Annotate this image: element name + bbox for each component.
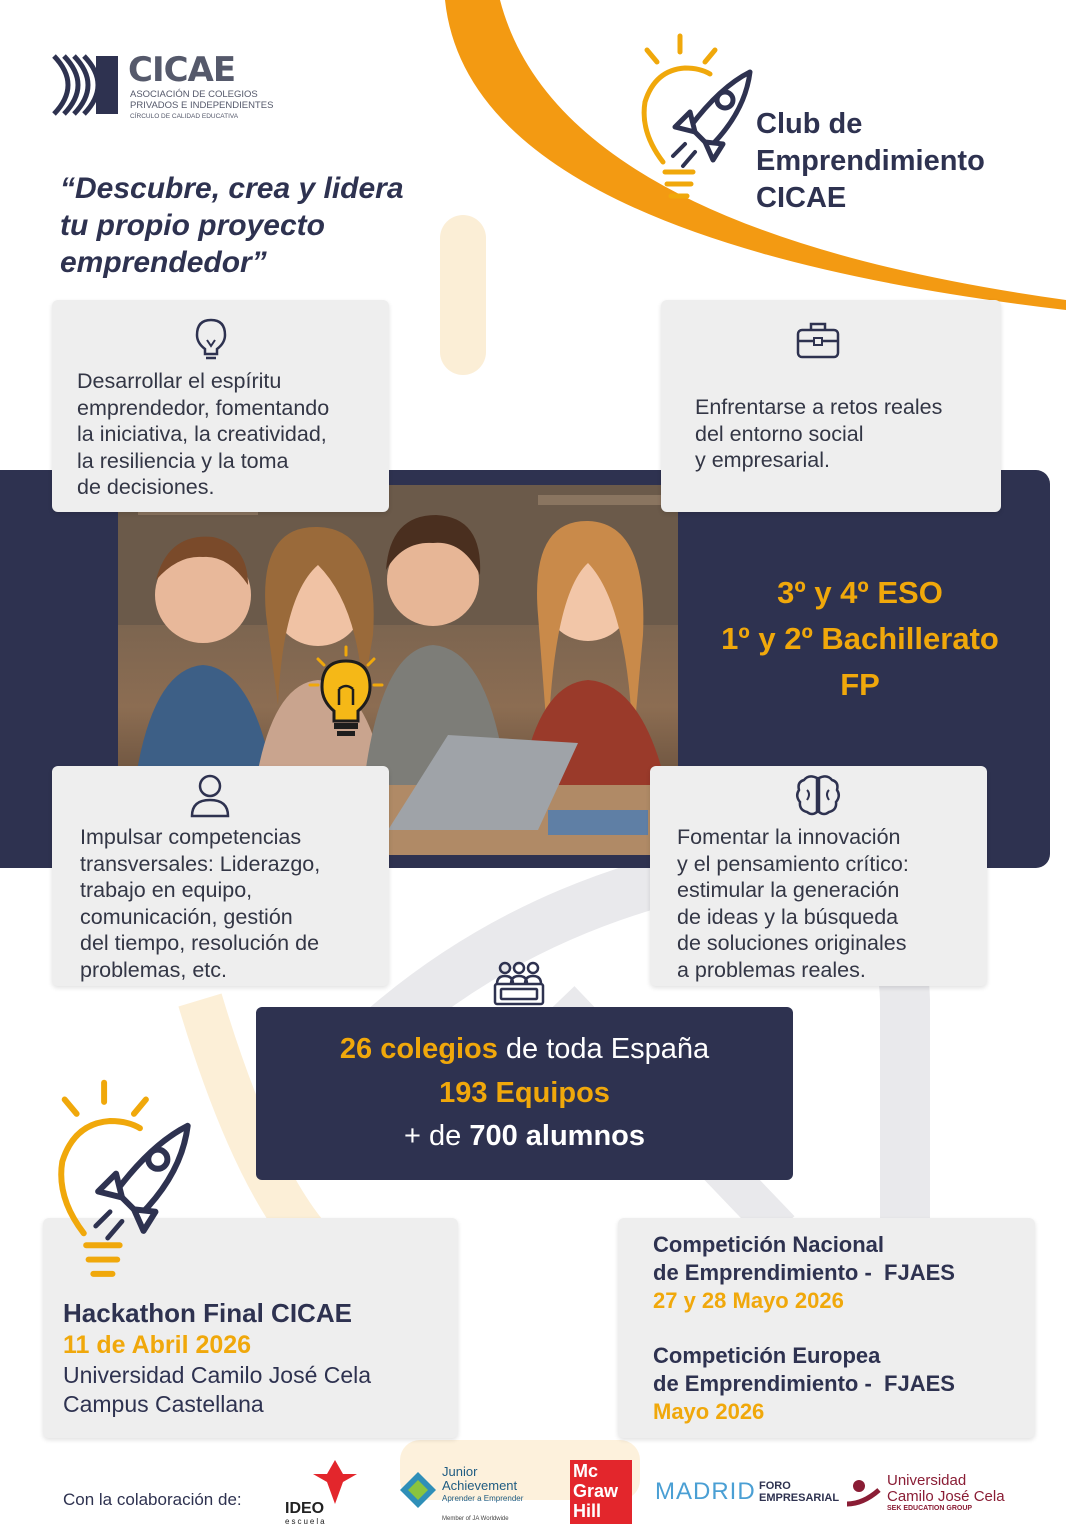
- level-fp: FP: [840, 667, 880, 702]
- club-title-3: CICAE: [756, 182, 847, 214]
- ja-line-1: Junior: [442, 1464, 478, 1479]
- junior-achievement-mark: [398, 1470, 438, 1510]
- briefcase-icon: [795, 320, 841, 360]
- card-innovation: [650, 766, 987, 986]
- card-innovation-text: Fomentar la innovación y el pensamiento crítico: estimular la generación de ideas y la búsqueda de soluciones originales a problemas reales.: [677, 825, 909, 982]
- cicae-logo-sub3: CÍRCULO DE CALIDAD EDUCATIVA: [130, 113, 239, 120]
- stats-schools: [256, 1033, 793, 1066]
- people-group-icon: [493, 960, 545, 1006]
- madrid-foro-logo: [655, 1478, 840, 1508]
- hackathon-place-2: Campus Castellana: [63, 1391, 264, 1417]
- mcgraw-line-2: Graw: [573, 1481, 619, 1501]
- quote-line-2: tu propio proyecto: [60, 209, 325, 242]
- ideo-logo-text: IDEO: [285, 1500, 325, 1517]
- club-title-2: Emprendimiento: [756, 145, 985, 177]
- photo-lightbulb-icon: [306, 645, 386, 740]
- cicae-logo: [52, 52, 292, 124]
- rocket-bulb-icon-bottom: [50, 1078, 200, 1293]
- ideo-logo: [285, 1460, 365, 1528]
- competition-national-1: Competición Nacional: [653, 1232, 885, 1257]
- ucjc-line-3: SEK EDUCATION GROUP: [887, 1505, 973, 1512]
- ja-line-4: Member of JA Worldwide: [442, 1516, 509, 1522]
- hackathon-place-1: Universidad Camilo José Cela: [63, 1362, 372, 1388]
- level-eso: 3º y 4º ESO: [777, 575, 943, 610]
- stats-teams: 193 Equipos: [439, 1077, 610, 1109]
- ja-line-3: Aprender a Emprender: [442, 1494, 524, 1503]
- mcgraw-line-1: Mc: [573, 1461, 599, 1481]
- mcgraw-hill-logo: [570, 1460, 632, 1524]
- competition-european-1: Competición Europea: [653, 1343, 881, 1368]
- club-title-1: Club de: [756, 108, 863, 140]
- competition-national-2: de Emprendimiento - FJAES: [653, 1260, 955, 1285]
- cicae-logo-sub1: ASOCIACIÓN DE COLEGIOS: [130, 89, 258, 100]
- card-real-challenges-text: Enfrentarse a retos reales del entorno social y empresarial.: [695, 395, 943, 472]
- sponsors-label: Con la colaboración de:: [63, 1490, 242, 1509]
- ucjc-logo: [845, 1472, 1020, 1516]
- cicae-logo-sub2: PRIVADOS E INDEPENDIENTES: [130, 100, 274, 111]
- card-transversal-skills-text: Impulsar competencias transversales: Liderazgo, trabajo en equipo, comunicación, gestión del tiempo, resolución de problemas, etc.: [80, 825, 321, 982]
- mcgraw-line-3: Hill: [573, 1501, 602, 1521]
- card-entrepreneurial-spirit: [52, 300, 389, 512]
- madrid-foro-sub-1: FORO: [759, 1480, 791, 1492]
- junior-achievement-logo: [398, 1464, 543, 1526]
- stats-students-prefix: + de: [404, 1120, 470, 1152]
- user-icon: [189, 772, 231, 818]
- level-bachillerato: 1º y 2º Bachillerato: [721, 621, 999, 656]
- ideo-logo-mark: [313, 1460, 357, 1504]
- stats-students-number: 700 alumnos: [469, 1120, 645, 1152]
- ideo-logo-sub: escuela: [285, 1517, 327, 1526]
- lightbulb-icon: [195, 318, 227, 362]
- card-transversal-skills: [52, 766, 389, 986]
- hackathon-title: Hackathon Final CICAE: [63, 1298, 352, 1328]
- stats-schools-rest: de toda España: [497, 1033, 710, 1065]
- cicae-logo-mark: [52, 52, 118, 118]
- competition-european-2: de Emprendimiento - FJAES: [653, 1371, 955, 1396]
- ucjc-logo-mark: [845, 1476, 883, 1508]
- ucjc-line-2: Camilo José Cela: [887, 1488, 1005, 1505]
- cicae-logo-name: CICAE: [128, 50, 236, 90]
- ja-line-2: Achievement: [442, 1478, 518, 1493]
- quote-line-1: “Descubre, crea y lidera: [60, 172, 404, 205]
- competition-european-date: Mayo 2026: [653, 1399, 765, 1424]
- hackathon-date: 11 de Abril 2026: [63, 1331, 252, 1359]
- rocket-bulb-icon: [635, 32, 760, 212]
- competition-national-date: 27 y 28 Mayo 2026: [653, 1288, 844, 1313]
- quote-line-3: emprendedor”: [60, 246, 267, 279]
- stats-schools-number: 26 colegios: [339, 1033, 498, 1065]
- brain-icon: [795, 772, 841, 818]
- madrid-foro-sub-2: EMPRESARIAL: [759, 1492, 840, 1504]
- stats-students: [256, 1120, 793, 1153]
- madrid-foro-text: MADRID: [655, 1478, 756, 1505]
- card-entrepreneurial-spirit-text: Desarrollar el espíritu emprendedor, fomentando la iniciativa, la creatividad, la resiliencia y la toma de decisiones.: [77, 369, 330, 499]
- card-real-challenges: [661, 300, 1001, 512]
- ucjc-line-1: Universidad: [887, 1472, 967, 1489]
